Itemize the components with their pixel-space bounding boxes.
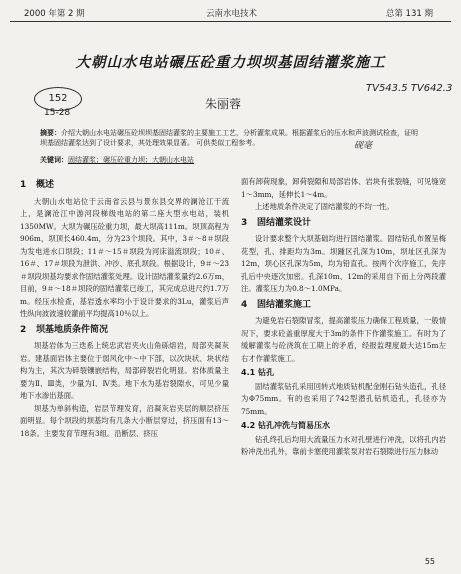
paragraph: 固结灌浆钻孔采用回转式地质钻机配金刚石钻头造孔，孔径为Φ75mm。有的也采用了742型潜孔钻机造孔，孔径亦为75mm。: [241, 381, 446, 416]
paragraph: 为避免岩石裂隙冒浆，提高灌浆压力确保工程质量，一般情况下，要求砼盖重厚度大于3m的条件下作灌浆施工。有时为了缓解灌浆与砼浇筑在工期上的矛盾，经报监理度最大达15m左右才作灌浆施工。: [241, 316, 446, 363]
page-header: [10, 6, 451, 20]
handwritten-keyword-note: 砚毫: [354, 141, 373, 151]
subsection-heading: 4.1 钻孔: [241, 368, 274, 377]
keywords-text: 固结灌浆；碾压砼重力坝；大朝山水电站: [68, 156, 194, 164]
section-heading: 4 固结灌浆施工: [241, 299, 312, 310]
paragraph: 大朝山水电站位于云南省云县与景东县交界的澜沧江干流上，是澜沧江中游河段梯级电站的第二座大型水电站，装机1350MW。大坝为碾压砼重力坝，最大坝高111m。坝顶高程为906m，坝顶长460.4m，分为23个坝段。其中，3＃～8＃坝段为发电进水口坝段；11＃～15＃坝段为河床溢流坝段；10＃、16＃、17＃坝段为泄洪、冲沙、底孔坝段。根据设计，9＃～23＃坝段坝基均要求作固结灌浆处理。设计固结灌浆量约2.6万m，目前，9＃～18＃坝段的固结灌浆已竣工，其完成总进尺约1.7万m。经压水检查，基岩透水率均小于设计要求的3Lu，灌浆后声性纵向波波速较灌前平均提高10％以上。: [20, 196, 229, 318]
total-issue-label: 总第 131 期: [385, 9, 433, 19]
subsection-heading: 4.2 钻孔冲洗与简易压水: [241, 421, 330, 430]
paragraph: 坝基岩体为三迭系上统忠武岩夹火山角砾熔岩，局部夹凝灰岩。建基面岩体主要位于弱风化中～中下部，以次块状、块状结构为主，其次为碎裂镶嵌结构，局部碎裂岩化明显。岩体质量主要为Ⅱ、Ⅲ类，少量为Ⅰ、Ⅳ类。地下水为基岩裂隙水，可见少量地下水渗出基面。: [20, 341, 229, 400]
header-rule: [10, 21, 451, 22]
paragraph: 钻孔终孔后均用大流量压力水对孔壁进行冲洗，以将孔内岩粉冲洗出孔外，靠前卡塞使用灌浆泵对岩石裂隙进行压力脉动: [241, 434, 446, 456]
right-column: [241, 176, 446, 459]
handwritten-classification: TV543.5 TV642.3: [366, 83, 453, 94]
abstract-label: 摘要：: [40, 129, 61, 137]
paragraph: 设计要求整个大坝基础均进行固结灌浆。固结钻孔布置呈梅花型，孔、排距均为3m。坝踵区孔深为10m，坝址区孔深为12m，坝心区孔深为5m，均为铅直孔。按两个次序施工，先序孔后中央逐次加密。孔深10m、12m的采用自下而上分两段灌注。灌浆压力为0.8～1.0MPa。: [241, 234, 446, 293]
section-heading: 3 固结灌浆设计: [241, 217, 312, 228]
handwritten-circle: 152: [34, 87, 82, 111]
section-heading: 1 概述: [20, 180, 55, 190]
paragraph: 面有卸荷现象，卸荷裂隙和局部岩体、岩块有张裂缝，可见缝宽1～3mm，延伸长1～4m。: [241, 177, 446, 199]
keywords: [40, 155, 194, 165]
paragraph: 坝基为单斜构造，岩层节理发育，沿凝灰岩夹层的顺层挤压面明显。每个坝段的坝基均有几条大小断层穿过，挤压面有13～18条。主要发育节理有3组。沿断层、挤压: [20, 403, 229, 438]
author-name: 朱丽蓉: [205, 97, 242, 111]
page-number: 55: [424, 557, 435, 566]
article-title: 大朝山水电站碾压砼重力坝坝基固结灌浆施工: [75, 55, 386, 71]
abstract-text: 介绍大朝山水电站碾压砼坝坝基固结灌浆的主要施工工艺，分析灌浆成果。根据灌浆后的压水和声波测试检查，证明坝基固结灌浆达到了设计要求，其处理效果显著。 可供类似工程参考。: [40, 129, 418, 147]
section-heading: 2 坝基地质条件简况: [20, 324, 109, 335]
journal-name: 云南水电技术: [206, 9, 258, 19]
keywords-label: 关键词：: [40, 156, 68, 164]
issue-label: 2000 年第 2 期: [24, 9, 85, 19]
paragraph: 上述地质条件决定了固结灌浆的不均一性。: [255, 202, 394, 211]
left-column: [20, 176, 229, 440]
handwritten-note: 15-28: [44, 108, 71, 118]
